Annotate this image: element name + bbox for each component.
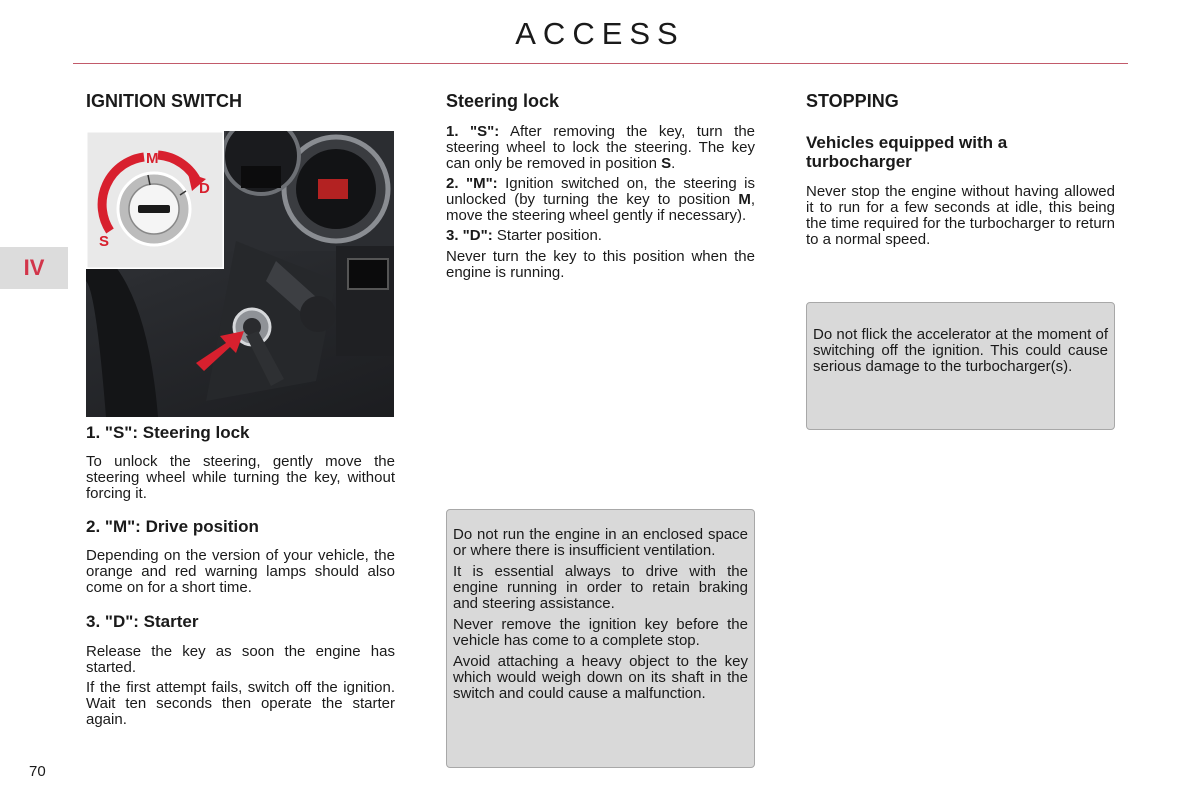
column-stopping [806,90,1115,248]
safety-note-paragraph: It is essential always to drive with the engine running in order to retain braking and steering assistance. [453,563,748,612]
safety-note-paragraph: Never remove the ignition key before the vehicle has come to a complete stop. [453,616,748,649]
ignition-switch-photo [86,131,394,417]
section-heading-steering-lock: Steering lock [446,91,560,111]
subheading-turbocharger: Vehicles equipped with a turbocharger [806,133,1008,171]
paragraph-turbocharger: Never stop the engine without having allowed it to run for a few seconds at idle, this being the time required for the turbocharger to return to a normal speed. [806,183,1115,248]
column-ignition-switch [86,90,395,112]
safety-note-paragraph: Do not run the engine in an enclosed space or where there is insufficient ventilation. [453,526,748,559]
steering-lock-warning: Never turn the key to this position when the engine is running. [446,248,755,281]
heading-starter-position: 3. "D": Starter [86,612,199,631]
page-title: ACCESS [515,16,685,51]
turbocharger-note-box [806,302,1115,430]
steering-lock-item-m: 2. "M": Ignition switched on, the steering is unlocked (by turning the key to position M, move the steering wheel gently if necessary). [446,175,755,224]
steering-lock-item-d: 3. "D": Starter position. [446,227,602,244]
safety-note-paragraph: Avoid attaching a heavy object to the key which would weigh down on its shaft in the switch and could cause a malfunction. [453,653,748,702]
heading-steering-lock-position: 1. "S": Steering lock [86,423,250,442]
paragraph-steering-lock-position: To unlock the steering, gently move the steering wheel while turning the key, without forcing it. [86,453,395,502]
column-ignition-switch-text [86,423,395,728]
safety-note-box [446,509,755,768]
position-s-label: S [99,233,110,250]
section-heading-ignition-switch: IGNITION SWITCH [86,91,242,111]
key-positions-diagram [86,131,224,269]
position-d-label: D [199,180,210,197]
header-divider [73,63,1128,64]
chapter-tab[interactable]: IV [0,247,68,289]
position-m-label: M [146,150,159,167]
turbocharger-note-text: Do not flick the accelerator at the moment of switching off the ignition. This could cause serious damage to the turbocharger(s). [813,326,1108,375]
paragraph-drive-position: Depending on the version of your vehicle, the orange and red warning lamps should also come on for a short time. [86,547,395,596]
paragraph-starter-retry: If the first attempt fails, switch off the ignition. Wait ten seconds then operate the starter again. [86,679,395,728]
steering-lock-item-s: 1. "S": After removing the key, turn the steering wheel to lock the steering. The key can only be removed in position S. [446,123,756,172]
paragraph-starter-release: Release the key as soon the engine has started. [86,643,395,676]
section-heading-stopping: STOPPING [806,91,899,111]
column-steering-lock [446,90,755,281]
heading-drive-position: 2. "M": Drive position [86,517,259,536]
page-number: 70 [29,763,46,780]
